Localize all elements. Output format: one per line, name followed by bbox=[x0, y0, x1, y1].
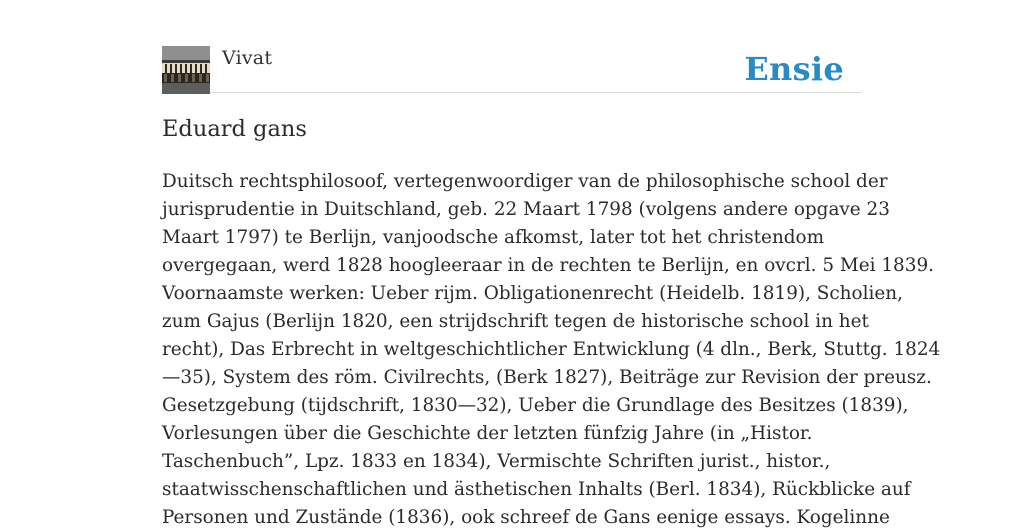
body-line: staatwisschenschaftlichen und ästhetischen Inhalts (Berl. 1834), Rückblicke auf bbox=[162, 479, 911, 500]
body-line: jurisprudentie in Duitschland, geb. 22 Maart 1798 (volgens andere opgave 23 bbox=[162, 199, 890, 220]
body-line: Gesetzgebung (tijdschrift, 1830—32), Ueber die Grundlage des Besitzes (1839), bbox=[162, 395, 909, 416]
body-line: Voornaamste werken: Ueber rijm. Obligationenrecht (Heidelb. 1819), Scholien, bbox=[162, 283, 903, 304]
body-line: recht), Das Erbrecht in weltgeschichtlicher Entwicklung (4 dln., Berk, Stuttg. 1824 bbox=[162, 339, 941, 360]
header-bar bbox=[162, 46, 862, 93]
body-line: Taschenbuch”, Lpz. 1833 en 1834), Vermischte Schriften jurist., histor., bbox=[162, 451, 831, 472]
library-shelves-icon bbox=[162, 46, 210, 94]
body-line: Personen und Zustände (1836), ook schreef de Gans eenige essays. Kogelinne bbox=[162, 507, 890, 528]
page-title: Eduard gans bbox=[162, 116, 307, 142]
body-line: —35), System des röm. Civilrechts, (Berk 1827), Beiträge zur Revision der preusz. bbox=[162, 367, 932, 388]
body-line: zum Gajus (Berlijn 1820, een strijdschrift tegen de historische school in het bbox=[162, 311, 869, 332]
author-name[interactable]: Vivat bbox=[222, 47, 273, 69]
site-logo[interactable]: Ensie bbox=[744, 50, 844, 88]
body-line: overgegaan, werd 1828 hoogleeraar in de rechten te Berlijn, en ovcrl. 5 Mei 1839. bbox=[162, 255, 934, 276]
body-line: Duitsch rechtsphilosoof, vertegenwoordiger van de philosophische school der bbox=[162, 171, 888, 192]
document-page bbox=[162, 0, 941, 528]
body-line: Vorlesungen über die Geschichte der letzten fünfzig Jahre (in „Histor. bbox=[162, 423, 813, 444]
body-line: Maart 1797) te Berlijn, vanjoodsche afkomst, later tot het christendom bbox=[162, 227, 825, 248]
author-avatar[interactable] bbox=[162, 46, 210, 94]
article-body bbox=[162, 168, 941, 532]
